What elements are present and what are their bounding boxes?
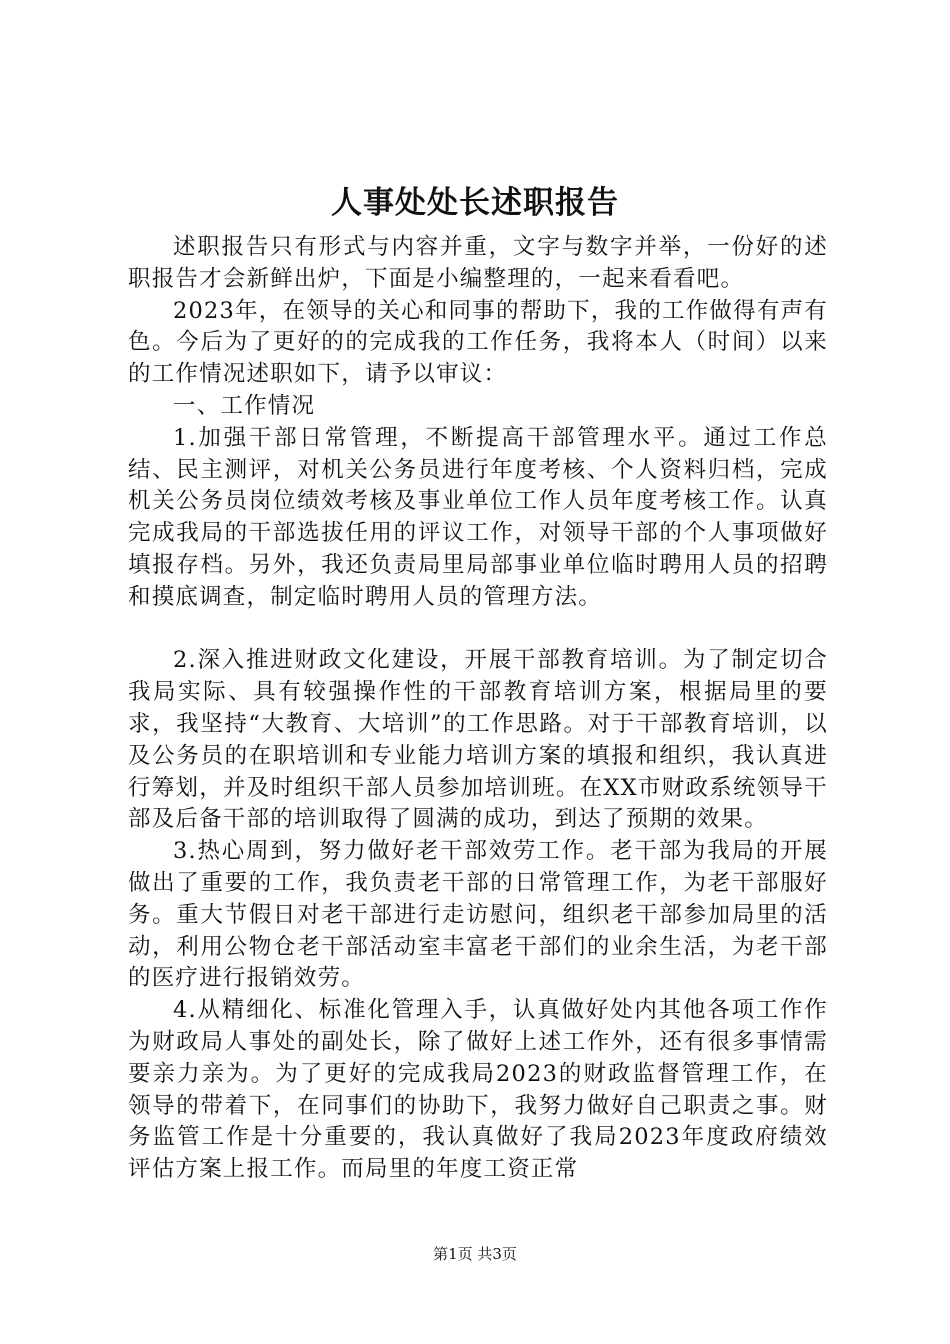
section-heading: 一、工作情况 — [173, 392, 316, 419]
item-3-paragraph: 3.热心周到，努力做好老干部效劳工作。老干部为我局的开展做出了重要的工作，我负责老干部的日常管理工作，为老干部服好务。重大节假日对老干部进行走访慰问，组织老干部参加局里的活动，利用公物仓老干部活动室丰富老干部们的业余生活，为老干部的医疗进行报销效劳。 — [128, 838, 828, 992]
item-4-paragraph: 4.从精细化、标准化管理入手，认真做好处内其他各项工作作为财政局人事处的副处长，除了做好上述工作外，还有很多事情需要亲力亲为。为了更好的完成我局2023的财政监督管理工作，在领导的带着下，在同事们的协助下，我努力做好自己职责之事。财务监管工作是十分重要的，我认真做好了我局2023年度政府绩效评估方案上报工作。而局里的年度工资正常 — [128, 997, 828, 1183]
document-body — [128, 232, 828, 1186]
item-1-paragraph: 1.加强干部日常管理，不断提高干部管理水平。通过工作总结、民主测评，对机关公务员进行年度考核、个人资料归档，完成机关公务员岗位绩效考核及事业单位工作人员年度考核工作。认真完成我局的干部选拔任用的评议工作，对领导干部的个人事项做好填报存档。另外，我还负责局里局部事业单位临时聘用人员的招聘和摸底调查，制定临时聘用人员的管理方法。 — [128, 424, 828, 610]
page-footer: 第1页 共3页 — [433, 1245, 517, 1263]
opening-paragraph: 2023年，在领导的关心和同事的帮助下，我的工作做得有声有色。今后为了更好的的完成我的工作任务，我将本人（时间）以来的工作情况述职如下，请予以审议： — [128, 297, 828, 388]
intro-paragraph: 述职报告只有形式与内容并重，文字与数字并举，一份好的述职报告才会新鲜出炉，下面是小编整理的，一起来看看吧。 — [128, 234, 828, 292]
document-title: 人事处处长述职报告 — [331, 185, 619, 221]
item-2-paragraph: 2.深入推进财政文化建设，开展干部教育培训。为了制定切合我局实际、具有较强操作性的干部教育培训方案，根据局里的要求，我坚持“大教育、大培训”的工作思路。对于干部教育培训，以及公务员的在职培训和专业能力培训方案的填报和组织，我认真进行筹划，并及时组织干部人员参加培训班。在XX市财政系统领导干部及后备干部的培训取得了圆满的成功，到达了预期的效果。 — [128, 647, 828, 833]
